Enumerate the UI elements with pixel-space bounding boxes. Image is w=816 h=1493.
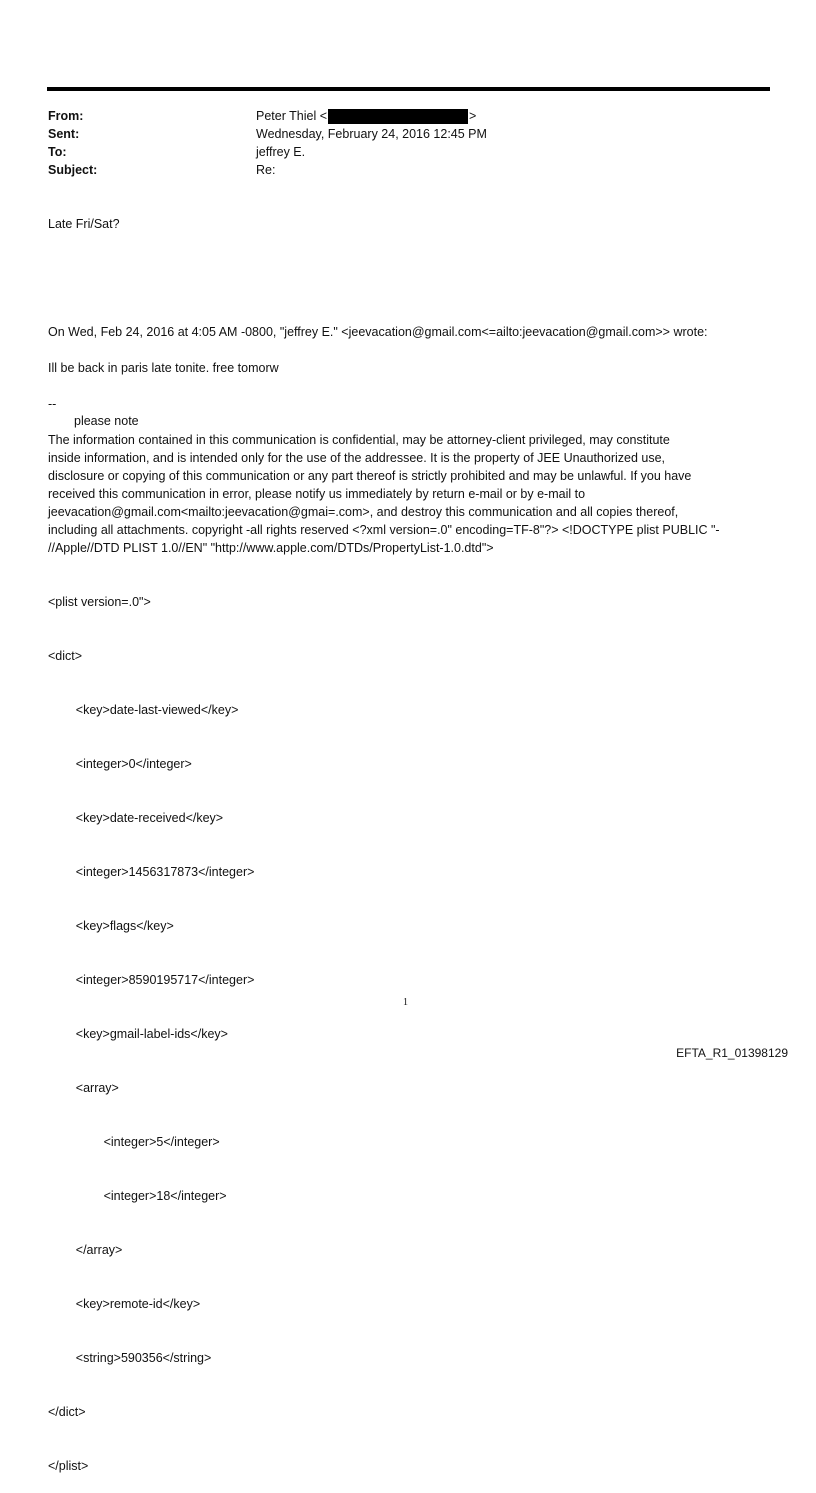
to-value: jeffrey E. bbox=[256, 145, 306, 159]
to-label: To: bbox=[48, 145, 67, 159]
disclaimer-line: jeevacation@gmail.com<mailto:jeevacation@gmai=.com>, and destroy this communication and all copies thereof, bbox=[48, 505, 679, 519]
plist-line: <integer>5</integer> bbox=[48, 1135, 220, 1149]
plist-line: <key>date-last-viewed</key> bbox=[48, 703, 239, 717]
disclaimer-line: inside information, and is intended only for the use of the addressee. It is the property of JEE Unauthorized use, bbox=[48, 451, 666, 465]
disclaimer-line: received this communication in error, please notify us immediately by return e-mail or by e-mail to bbox=[48, 487, 586, 501]
please-note: please note bbox=[74, 414, 139, 428]
plist-line: <dict> bbox=[48, 649, 83, 663]
quoted-message: Ill be back in paris late tonite. free tomorw bbox=[48, 361, 279, 375]
plist-line: <array> bbox=[48, 1081, 119, 1095]
from-label: From: bbox=[48, 109, 84, 123]
plist-line: </array> bbox=[48, 1243, 123, 1257]
reply-text: Late Fri/Sat? bbox=[48, 217, 120, 231]
quote-intro: On Wed, Feb 24, 2016 at 4:05 AM -0800, "jeffrey E." <jeevacation@gmail.com<=ailto:jeevacation@gmail.com>> wrote: bbox=[48, 325, 708, 339]
plist-line: <integer>0</integer> bbox=[48, 757, 192, 771]
from-name: Peter Thiel < bbox=[256, 109, 327, 123]
disclaimer-line: disclosure or copying of this communication or any part thereof is strictly prohibited and may be unlawful. If you have bbox=[48, 469, 692, 483]
sent-label: Sent: bbox=[48, 127, 80, 141]
document-id: EFTA_R1_01398129 bbox=[676, 1046, 788, 1060]
plist-line: <plist version=.0"> bbox=[48, 595, 151, 609]
plist-line: <key>remote-id</key> bbox=[48, 1297, 201, 1311]
plist-line: </dict> bbox=[48, 1405, 86, 1419]
plist-line: <string>590356</string> bbox=[48, 1351, 212, 1365]
from-close: > bbox=[469, 109, 477, 123]
plist-line: </plist> bbox=[48, 1459, 89, 1473]
subject-label: Subject: bbox=[48, 163, 98, 177]
header-rule bbox=[47, 87, 770, 91]
signature-dashes: -- bbox=[48, 397, 57, 411]
disclaimer-line: The information contained in this communication is confidential, may be attorney-client privileged, may constitute bbox=[48, 433, 670, 447]
plist-line: <key>date-received</key> bbox=[48, 811, 224, 825]
disclaimer-line: //Apple//DTD PLIST 1.0//EN" "http://www.apple.com/DTDs/PropertyList-1.0.dtd"> bbox=[48, 541, 494, 555]
plist-line: <key>flags</key> bbox=[48, 919, 174, 933]
plist-line: <key>gmail-label-ids</key> bbox=[48, 1027, 228, 1041]
plist-line: <integer>18</integer> bbox=[48, 1189, 227, 1203]
from-value bbox=[256, 109, 476, 124]
subject-value: Re: bbox=[256, 163, 276, 177]
plist-line: <integer>1456317873</integer> bbox=[48, 865, 255, 879]
disclaimer-line: including all attachments. copyright -all rights reserved <?xml version=.0" encoding=TF-8"?> <!DOCTYPE plist PUBLIC "- bbox=[48, 523, 720, 537]
sent-value: Wednesday, February 24, 2016 12:45 PM bbox=[256, 127, 487, 141]
page-number: 1 bbox=[403, 997, 408, 1008]
plist-line: <integer>8590195717</integer> bbox=[48, 973, 255, 987]
plist-block bbox=[48, 557, 254, 1493]
redaction-box bbox=[328, 109, 468, 124]
disclaimer bbox=[48, 431, 768, 557]
